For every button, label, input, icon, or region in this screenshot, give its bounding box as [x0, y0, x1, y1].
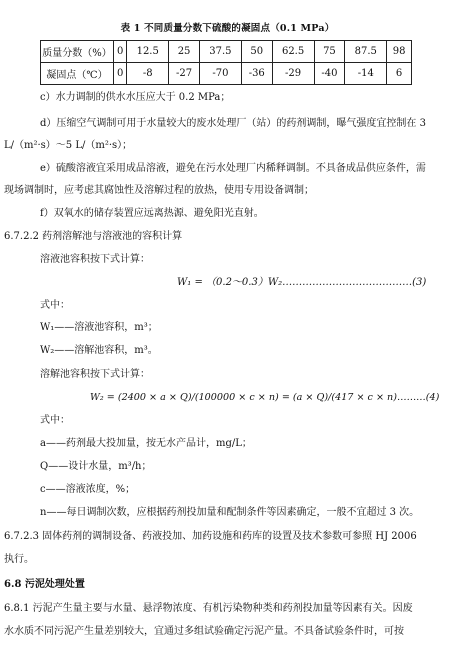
a-definition: a——药剂最大投加量，按无水产品计，mg/L；	[40, 438, 252, 449]
table-cell: 0	[114, 41, 127, 63]
section-heading-6723: 6.7.2.3 固体药剂的调制设备、药液投加、加药设施和药库的设置及技术参数可参照 HJ 2006	[4, 531, 417, 542]
c-definition: c——溶液浓度，%；	[40, 484, 136, 495]
table-cell: 6	[387, 63, 412, 85]
section-6723-continuation: 执行。	[4, 554, 34, 565]
table-cell: -40	[314, 63, 345, 85]
item-c-text: c）水力调制的供水水压应大于 0.2 MPa；	[40, 92, 231, 103]
table-cell: 25	[169, 41, 200, 63]
q-definition: Q——设计水量，m³/h；	[40, 461, 152, 472]
formula-3: W₁ = （0.2～0.3）W₂…………………………………(3)	[177, 277, 427, 288]
formula-4: W₂ = (2400 × a × Q)/(100000 × c × n) = (a × Q)/(417 × c × n)………(4)	[90, 392, 440, 403]
section-heading-68: 6.8 污泥处理处置	[4, 579, 85, 590]
table-cell: 12.5	[127, 41, 169, 63]
table-cell: 37.5	[199, 41, 241, 63]
solution-tank-intro: 溶液池容积按下式计算：	[40, 254, 150, 265]
table-caption: 表 1 不同质量分数下硫酸的凝固点（0.1 MPa）	[120, 23, 335, 34]
table-row	[41, 63, 412, 85]
item-d-continuation: L/（m²·s）～5 L/（m²·s）；	[4, 140, 133, 151]
table-cell: -36	[241, 63, 272, 85]
paragraph-681-continuation: 水水质不同污泥产生量差别较大，宜通过多组试验确定污泥产量。不具备试验条件时，可按	[4, 626, 404, 637]
section-heading-6722: 6.7.2.2 药剂溶解池与溶液池的容积计算	[4, 231, 183, 242]
row-header-freezing-point: 凝固点（℃）	[41, 63, 114, 85]
where-label: 式中：	[40, 300, 70, 311]
row-header-mass-fraction: 质量分数（%）	[41, 41, 114, 63]
table-cell: 98	[387, 41, 412, 63]
item-e-text: e）硫酸溶液宜采用成品溶液，避免在污水处理厂内稀释调制。不具备成品供应条件，需	[40, 163, 426, 174]
table-cell: -29	[272, 63, 314, 85]
table-cell: 0	[114, 63, 127, 85]
table-cell: 50	[241, 41, 272, 63]
where-label: 式中：	[40, 415, 70, 426]
table-cell: -27	[169, 63, 200, 85]
table-cell: -14	[345, 63, 387, 85]
table-cell: -8	[127, 63, 169, 85]
freezing-point-table	[40, 40, 412, 85]
table-cell: 87.5	[345, 41, 387, 63]
table-row	[41, 41, 412, 63]
dissolve-tank-intro: 溶解池容积按下式计算：	[40, 369, 150, 380]
n-definition: n——每日调制次数，应根据药剂投加量和配制条件等因素确定，一般不宜超过 3 次。	[40, 507, 420, 518]
item-f-text: f）双氧水的储存装置应远离热源、避免阳光直射。	[40, 208, 264, 219]
item-e-continuation: 现场调制时，应考虑其腐蚀性及溶解过程的放热，使用专用设备调制；	[4, 185, 314, 196]
paragraph-681: 6.8.1 污泥产生量主要与水量、悬浮物浓度、有机污染物种类和药剂投加量等因素有关。因废	[4, 603, 413, 614]
table-cell: 75	[314, 41, 345, 63]
item-d-text: d）压缩空气调制可用于水量较大的废水处理厂（站）的药剂调制，曝气强度宜控制在 3	[40, 118, 426, 129]
w1-definition: W₁——溶液池容积，m³；	[40, 322, 158, 333]
w2-definition: W₂——溶解池容积，m³。	[40, 345, 158, 356]
table-cell: 62.5	[272, 41, 314, 63]
table-cell: -70	[199, 63, 241, 85]
